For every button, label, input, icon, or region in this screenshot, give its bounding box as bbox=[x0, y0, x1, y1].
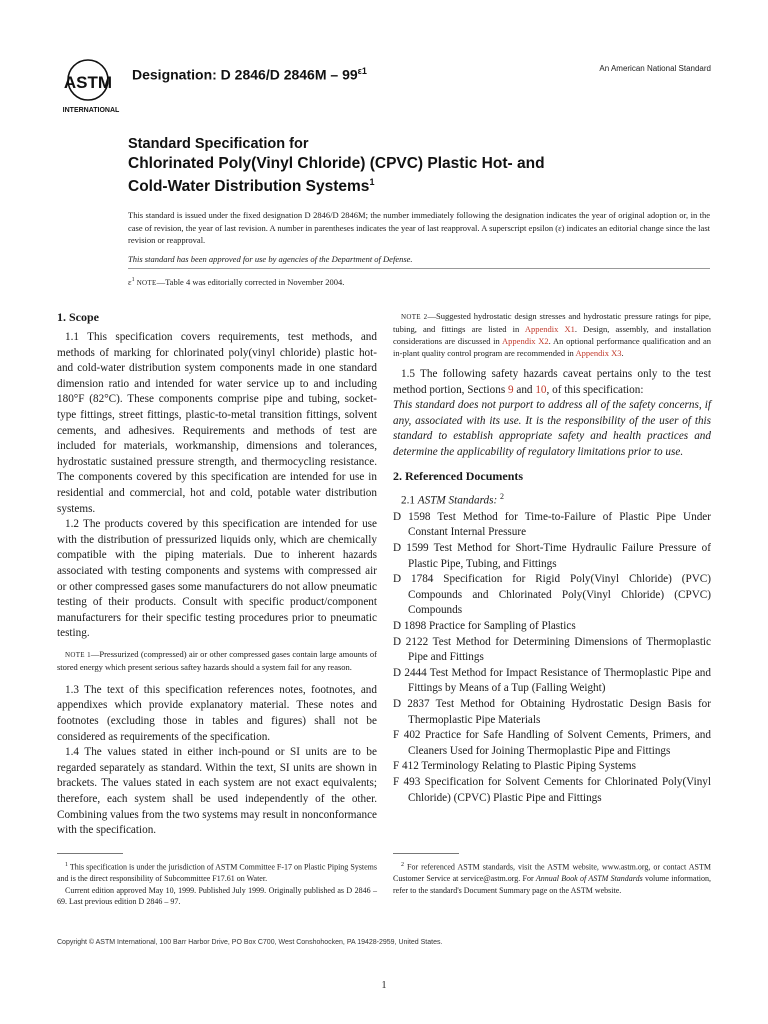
reference-item: D 1598 Test Method for Time-to-Failure of Plastic Pipe Under Constant Internal Pressure bbox=[393, 510, 711, 539]
title-line-2: Chlorinated Poly(Vinyl Chloride) (CPVC) Plastic Hot- and bbox=[128, 155, 545, 172]
note-1: NOTE 1—Pressurized (compressed) air or other compressed gases contain large amounts of stored energy which present serious saftey hazards should a system fail for any reason. bbox=[57, 648, 377, 672]
left-column bbox=[57, 310, 377, 839]
reference-item: F 402 Practice for Safe Handling of Solvent Cements, Primers, and Cleaners Used for Joining Thermoplastic Pipe and Fittings bbox=[393, 729, 711, 757]
footnote-1: $^1$ This specification is under the jurisdiction of ASTM Committee F-17 on Plastic Piping Systems and is the direct responsibility of Subcommittee F17.61 on Water. Current edition approved May 10, 1999. Published July 1999. Originally published as D 2846 – 69. Last previous edition D 2846 – 97. bbox=[57, 862, 377, 907]
designation: Designation: D 2846/D $2846M - 99^{\varepsilon 1}$ bbox=[132, 66, 367, 83]
reference-item: D 2837 Test Method for Obtaining Hydrostatic Design Basis for Thermoplastic Pipe Materials bbox=[393, 698, 711, 726]
title-line-3: Cold-Water Distribution Systems$^1$ bbox=[128, 177, 375, 196]
section-heading-referenced-documents: 2. Referenced Documents bbox=[393, 468, 524, 483]
paragraph-1-2: 1.2 The products covered by this specification are intended for use with the distribution of pressurized liquids only, which are chemically compatible with the piping materials. Due to inherent hazards associated with testing components and systems with compressed air or other compressed gases some manufacturers do not allow pneumatic testing of their products. Consult with specific product/component manufacturers for their specific testing procedures prior to pneumatic testing. bbox=[57, 518, 377, 640]
reference-item: D 2444 Test Method for Impact Resistance of Thermoplastic Pipe and Fittings by Means of a Tup (Falling Weight) bbox=[393, 666, 711, 695]
appendix-x1-link[interactable]: Appendix X1 bbox=[524, 324, 575, 334]
document-title bbox=[128, 135, 545, 196]
reference-item: D 1599 Test Method for Short-Time Hydraulic Failure Pressure of Plastic Pipe, Tubing, and Fittings bbox=[393, 542, 711, 570]
section-10-link[interactable]: 10 bbox=[535, 383, 547, 396]
astm-logo bbox=[60, 58, 122, 116]
safety-caveat: This standard does not purport to address all of the safety concerns, if any, associated with its use. It is the responsibility of the user of this standard to establish appropriate safety and health practices and determine the applicability of regulatory limitations prior to use. bbox=[393, 399, 711, 458]
reference-item: D 2122 Test Method for Determining Dimensions of Thermoplastic Pipe and Fittings bbox=[393, 635, 711, 664]
reference-item: D 1898 Practice for Sampling of Plastics bbox=[393, 620, 576, 633]
footnote-divider bbox=[393, 853, 459, 854]
section-9-link[interactable]: 9 bbox=[507, 383, 514, 396]
dod-approval-statement: This standard has been approved for use by agencies of the Department of Defense. bbox=[128, 254, 413, 264]
title-footnote-mark: 1 bbox=[369, 177, 375, 187]
paragraph-1-4: 1.4 The values stated in either inch-pound or SI units are to be regarded separately as standard. Within the text, SI units are shown in brackets. The values stated in each system are not exact equivalents; therefore, each system shall be used independently of the other. Combining values from the two systems may result in nonconformance with the specification. bbox=[57, 746, 377, 837]
reference-item: F 493 Specification for Solvent Cements for Chlorinated Poly(Vinyl Chloride) (CPVC) Plastic Pipe and Fittings bbox=[393, 775, 711, 804]
section-heading-scope: 1. Scope bbox=[57, 310, 99, 324]
reference-item: F 412 Terminology Relating to Plastic Piping Systems bbox=[393, 760, 636, 773]
astm-standards-subheading: 2.1 ASTM Standards: $^2$ bbox=[401, 491, 505, 507]
note-2: NOTE 2—Suggested hydrostatic design stresses and hydrostatic pressure ratings for pipe, tubing, and fittings are listed in Appendix X1. Design, assembly, and installation considerations are discussed in Appendix X2. An optional performance qualification and an in-plant quality control program are recommended in Appendix X3. bbox=[393, 311, 711, 358]
page-number: 1 bbox=[381, 980, 387, 991]
editorial-note: $\varepsilon^1$ NOTE—Table 4 was editorially corrected in November 2004. bbox=[128, 276, 345, 287]
divider bbox=[128, 268, 710, 269]
right-column bbox=[393, 310, 711, 806]
paragraph-1-3: 1.3 The text of this specification references notes, footnotes, and appendixes which provide explanatory material. These notes and footnotes (excluding those in tables and figures) shall not be considered as requirements of the specification. bbox=[57, 683, 377, 743]
reference-item: D 1784 Specification for Rigid Poly(Vinyl Chloride) (PVC) Compounds and Chlorinated Poly(Vinyl Chloride) (CPVC) Compounds bbox=[393, 573, 711, 617]
referenced-documents-list bbox=[393, 489, 711, 807]
title-line-1: Standard Specification for bbox=[128, 136, 309, 152]
footnote-divider bbox=[57, 853, 123, 854]
copyright-line: Copyright © ASTM International, 100 Barr Harbor Drive, PO Box C700, West Conshohocken, PA 19428-2959, United States. bbox=[57, 939, 443, 946]
issuance-statement: This standard is issued under the fixed designation D 2846/D 2846M; the number immediately following the designation indicates the year of original adoption or, in the case of revision, the year of last revision. A number in parentheses indicates the year of last reapproval. A superscript epsilon (ε) indicates an editorial change since the last revision or reapproval. bbox=[128, 210, 710, 245]
national-standard-label: An American National Standard bbox=[599, 64, 711, 73]
svg-text:INTERNATIONAL: INTERNATIONAL bbox=[62, 107, 120, 114]
footnote-2: $^2$ For referenced ASTM standards, visit the ASTM website, www.astm.org, or contact ASTM Customer Service at service@astm.org. For Annual Book of ASTM Standards volume information, refer to the standard's Document Summary page on the ASTM website. bbox=[393, 862, 712, 895]
svg-text:ASTM: ASTM bbox=[63, 73, 113, 92]
paragraph-1-1: 1.1 This specification covers requirements, test methods, and methods of marking for chlorinated poly(vinyl chloride) plastic hot- and cold-water distribution system components made in one standard dimension ratio and intended for water service up to and including 180°F (82°C). These components comprise pipe and tubing, socket-type fittings, street fittings, plastic-to-metal transition fittings, solvent cements, and adhesives. Requirements and methods of test are included for materials, workmanship, dimensions and tolerances, hydrostatic sustained pressure strength, and thermocycling resistance. The components covered by this specification are intended for use in residential and commercial, hot and cold, potable water distribution systems. bbox=[57, 331, 377, 515]
appendix-x3-link[interactable]: Appendix X3 bbox=[575, 348, 622, 358]
appendix-x2-link[interactable]: Appendix X2 bbox=[502, 336, 549, 346]
paragraph-1-5: 1.5 The following safety hazards caveat pertains only to the test method portion, Sections 9 and 10, of this specification: bbox=[393, 368, 711, 396]
